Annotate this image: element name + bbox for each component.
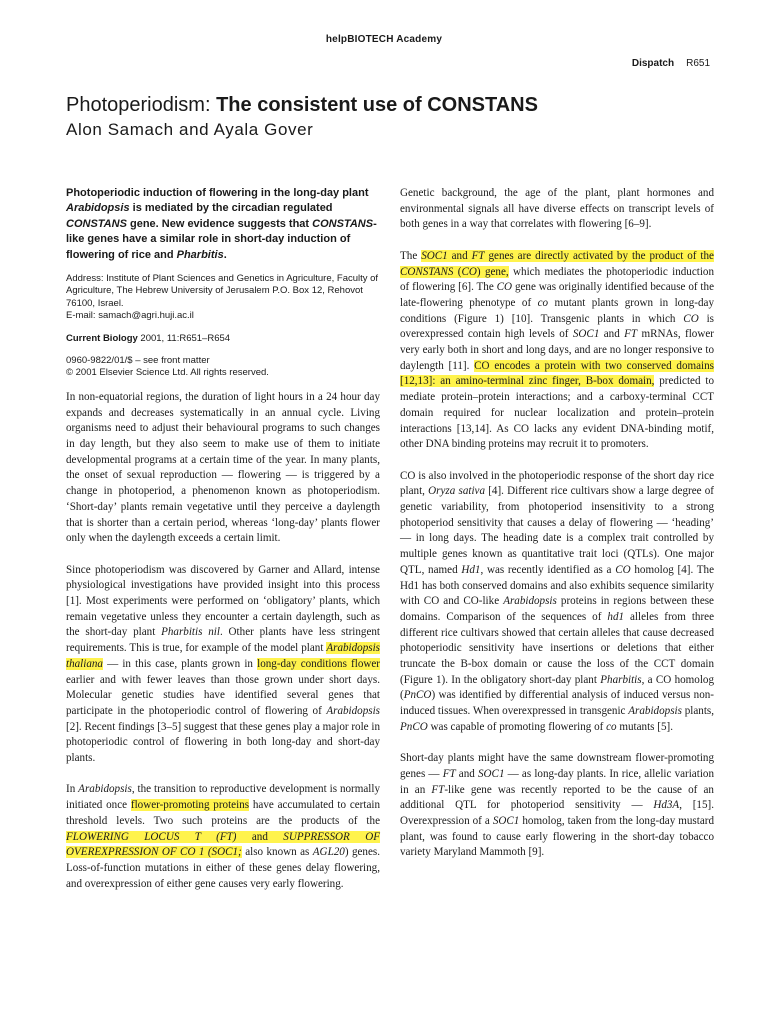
highlight: CO encodes a protein with two conserved domains [12,13]: an amino-terminal zinc finger, B-box domain, — [400, 359, 714, 388]
body-paragraph-6: CO is also involved in the photoperiodic response of the short day rice plant, Oryza sativa [4]. Different rice cultivars show a large degree of genetic variability, from photoperiod insensitivity to a strong photoperiod sensitivity that causes a delay of flowering — ‘heading’ — in long days. The heading date is a complex trait controlled by multiple genes known as quantitative trait loci (QTLs). One major QTL, named Hd1, was recently identified as a CO homolog [4]. The Hd1 has both conserved domains and also exhibits sequence similarity with CO and CO-like Arabidopsis proteins in regions between these domains. Comparison of the sequences of hd1 alleles from three different rice cultivars showed that certain alleles that cause decreased photoperiodic sensitivity have insertions or deletions that either truncate the B-box domain or cause the loss of the CCT domain (Figure 1). In the obligatory short-day plant Pharbitis, a CO homolog (PnCO) was identified by differential analysis of induced versus non-induced tissues. When overexpressed in transgenic Arabidopsis plants, PnCO was capable of promoting flowering of co mutants [5]. — [400, 469, 715, 733]
address-text: Address: Institute of Plant Sciences and Genetics in Agriculture, Faculty of Agriculture, The Hebrew University of Jerusalem P.O. Box 12, Rehovot 76100, Israel. — [66, 273, 379, 309]
highlight: SOC1 — [421, 249, 448, 262]
section-label: Dispatch — [631, 58, 675, 69]
highlight: Arabidopsis thaliana — [66, 642, 380, 670]
citation-text: 2001, 11:R651–R654 — [137, 332, 231, 344]
highlight: CO — [461, 265, 477, 278]
body-paragraph-7: Short-day plants might have the same downstream flower-promoting genes — FT and SOC1 — as long-day plants. In rice, allelic variation in an FT-like gene was recently reported to be the cause of an additional QTL for photoperiod sensitivity — Hd3A, [15]. Overexpression of a SOC1 homolog, taken from the long-day mustard plant, was found to cause early flowering in the short-day tobacco variety Maryland Mammoth [9]. — [400, 752, 714, 859]
title-main: The consistent use of CONSTANS — [216, 94, 538, 116]
highlight: ( — [453, 265, 462, 278]
article-title — [66, 92, 706, 118]
highlight: and — [236, 830, 284, 843]
right-column — [400, 186, 714, 877]
left-column — [66, 186, 380, 908]
body-paragraph-2: Since photoperiodism was discovered by Garner and Allard, intense physiological investigations have provided insight into this process [1]. Most experiments were performed on ‘obligatory’ plants, which remain vegetative unless they encounter a certain daylength, such as the short-day plant Pharbitis nil. Other plants have less stringent requirements. This is true, for example of the model plant Arabidopsis thaliana — in this case, plants grown in long-day conditions flower earlier and with fewer leaves than those grown under short days. Molecular genetic studies have identified several genes that participate in the photoperiodic control of flowering of Arabidopsis [2]. Recent findings [3–5] suggest that these genes play a major role in photoperiodic control of flowering in both long-day and short-day plants. — [66, 563, 380, 765]
highlight: ) gene, — [476, 265, 509, 278]
journal-name: Current Biology — [66, 332, 138, 344]
body-paragraph-1: In non-equatorial regions, the duration of light hours in a 24 hour day expands and decreases systematically in an annual cycle. Living organisms need to adjust their behavioural programs to such changes in day length, but they also seem to make use of them to initiate developmental programs at a certain time of the year. In many plants, the onset of sexual reproduction — flowering — is triggered by a change in photoperiod, a phenomenon known as photoperiodism. ‘Short-day’ plants remain vegetative until they perceive a daylength that is shorter than a certain period, whereas ‘long-day’ plants flower only when the daylength exceeds a certain limit. — [66, 390, 380, 545]
highlight: (SOC1; — [204, 846, 242, 859]
site-header: helpBIOTECH Academy — [325, 34, 443, 45]
title-lead: Photoperiodism: — [66, 94, 217, 116]
page-number: R651 — [686, 58, 710, 69]
copyright-block — [66, 355, 380, 380]
running-head — [632, 58, 710, 69]
highlight: FLOWERING LOCUS T (FT) — [66, 830, 237, 843]
authors: Alon Samach and Ayala Gover — [66, 120, 314, 139]
highlight: long-day conditions flower — [257, 657, 380, 670]
email-text: E-mail: samach@agri.huji.ac.il — [66, 310, 194, 322]
highlight: and — [447, 249, 472, 262]
author-address — [66, 273, 380, 323]
highlight: SUPPRESSOR OF OVEREXPRESSION OF CO 1 — [66, 830, 380, 859]
issn-text: 0960-9822/01/$ – see front matter — [66, 355, 210, 367]
highlight: CONSTANS — [400, 265, 454, 278]
body-paragraph-5: The SOC1 and FT genes are directly activated by the product of the CONSTANS (CO) gene, which mediates the photoperiodic induction of flowering [6]. The CO gene was originally identified because of the late-flowering phenotype of co mutant plants grown in long-day conditions (Figure 1) [10]. Transgenic plants in which CO is overexpressed contain high levels of SOC1 and FT mRNAs, flower very early both in short and long days, and are no longer responsive to daylength [11]. CO encodes a protein with two conserved domains [12,13]: an amino-terminal zinc finger, B-box domain, predicted to mediate protein–protein interactions; and a carboxy-terminal CCT domain required for nuclear localization and protein–protein interactions [13,14]. As CO lacks any evident DNA-binding motif, other DNA binding proteins may recruit it to promoters. — [400, 249, 715, 451]
copyright-text: © 2001 Elsevier Science Ltd. All rights reserved. — [66, 367, 269, 379]
highlight: genes are directly activated by the product of the — [484, 249, 714, 262]
journal-citation — [66, 333, 380, 345]
body-paragraph-3: In Arabidopsis, the transition to reproductive development is normally initiated once flower-promoting proteins have accumulated to certain threshold levels. Two such proteins are the products of the FLOWERING LOCUS T (FT) and SUPPRESSOR OF OVEREXPRESSION OF CO 1 (SOC1; also known as AGL20) genes. Loss-of-function mutations in either of these genes delay flowering, and overexpression of either gene causes very early flowering. — [66, 783, 381, 890]
abstract: Photoperiodic induction of flowering in the long-day plant Arabidopsis is mediated by the circadian regulated CONSTANS gene. New evidence suggests that CONSTANS-like genes have a similar role in short-day induction of flowering of rice and Pharbitis. — [66, 187, 377, 261]
highlight: FT — [471, 249, 485, 262]
highlight: flower-promoting proteins — [130, 799, 250, 812]
body-paragraph-4: Genetic background, the age of the plant, plant hormones and environmental signals all have diverse effects on transcript levels of both genes in a way that correlates with flowering [6–9]. — [400, 187, 714, 231]
